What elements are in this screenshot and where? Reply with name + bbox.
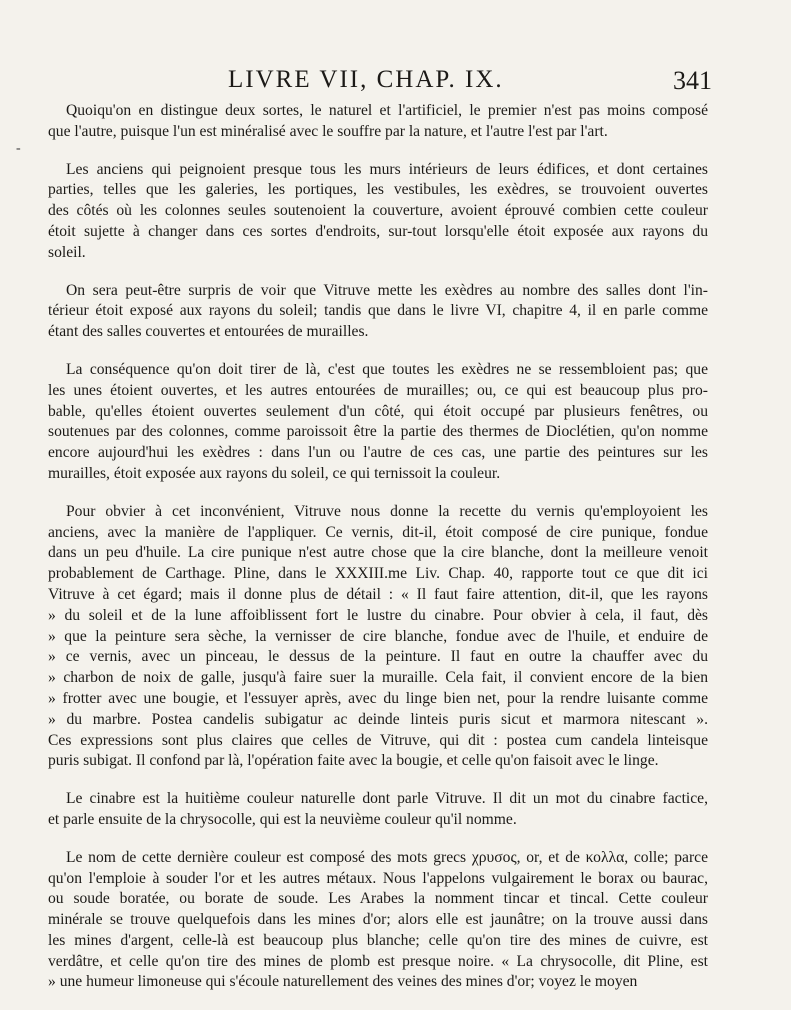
text-line: On sera peut-être surpris de voir que Vitruve mette les exèdres au nombre des salles dont l'in-	[66, 281, 708, 299]
paragraph	[48, 281, 708, 343]
paragraph	[48, 502, 708, 772]
page-body	[48, 101, 708, 1010]
text-line: » du soleil et de la lune affoiblissent fort le lustre du cinabre. Pour obvier à cela, il faut, dès	[48, 606, 708, 624]
text-line: » du marbre. Postea candelis subigatur ac deinde linteis puris sicut et marmora nitescant ».	[48, 710, 708, 728]
text-line: encore aujourd'hui les exèdres : dans l'un ou l'autre de ces cas, une partie des peintures sur les	[48, 444, 708, 462]
text-line: bable, qu'elles étoient ouvertes seulement d'un côté, qui étoit occupé par plusieurs fenêtres, ou	[48, 402, 708, 420]
text-line: que l'autre, puisque l'un est minéralisé avec le souffre par la nature, et l'autre l'est par l'art.	[48, 122, 608, 140]
text-line: soutenues par des colonnes, comme paroissoit être la partie des thermes de Dioclétien, qu'on nomme	[48, 423, 708, 441]
text-line: » que la peinture sera sèche, la vernisser de cire blanche, fondue avec de l'huile, et enduire de	[48, 627, 708, 645]
text-line: et parle ensuite de la chrysocolle, qui est la neuvième couleur qu'il nomme.	[48, 810, 517, 828]
text-line: anciens, avec la manière de l'appliquer. Ce vernis, dit-il, étoit composé de cire punique, fondue	[48, 523, 708, 541]
text-line: puris subigat. Il confond par là, l'opération faite avec la bougie, et celle qu'on faisoit avec le linge.	[48, 752, 659, 770]
text-line: soleil.	[48, 243, 86, 261]
text-line: » une humeur limoneuse qui s'écoule naturellement des veines des mines d'or; voyez le moyen	[48, 973, 638, 991]
text-line: » ce vernis, avec un pinceau, le dessus de la peinture. Il faut en outre la chauffer avec du	[48, 648, 708, 666]
text-line: Vitruve à cet égard; mais il donne plus de détail : « Il faut faire attention, dit-il, que les rayons	[48, 585, 708, 603]
text-line: étoit sujette à changer dans ces sortes d'endroits, sur-tout lorsqu'elle étoit exposée aux rayons du	[48, 222, 708, 240]
text-line: Le nom de cette dernière couleur est composé des mots grecs χρυσος, or, et de κολλα, colle; parce	[66, 848, 708, 866]
text-line: murailles, étoit exposée aux rayons du soleil, ce qui ternissoit la couleur.	[48, 464, 501, 482]
text-line: probablement de Carthage. Pline, dans le XXXIII.me Liv. Chap. 40, rapporte tout ce que dit ici	[48, 565, 708, 583]
page-header	[0, 58, 791, 98]
page-number: 341	[673, 66, 712, 95]
margin-dash-mark: -	[16, 141, 21, 156]
text-line: Pour obvier à cet inconvénient, Vitruve nous donne la recette du vernis qu'employoient les	[66, 502, 708, 520]
text-line: » frotter avec une bougie, et l'essuyer après, avec du linge bien net, pour la rendre luisante comme	[48, 689, 708, 707]
paragraph	[48, 360, 708, 485]
text-line: » charbon de noix de galle, jusqu'à faire suer la muraille. Cela fait, il convient encore de la bien	[48, 669, 708, 687]
text-line: des côtés où les colonnes seules soutenoient la couverture, avoient éprouvé combien cette couleur	[48, 202, 708, 220]
running-title: LIVRE VII, CHAP. IX.	[228, 66, 504, 93]
text-line: parties, telles que les galeries, les portiques, les vestibules, les exèdres, se trouvoient ouvertes	[48, 181, 708, 199]
text-line: dans un peu d'huile. La cire punique n'est autre chose que la cire blanche, dont la meilleure venoit	[48, 544, 708, 562]
text-line: minérale se trouve quelquefois dans les mines d'or; alors elle est jaunâtre; on la trouve aussi dans	[48, 911, 708, 929]
text-line: Ces expressions sont plus claires que celles de Vitruve, qui dit : postea cum candela linteisque	[48, 731, 708, 749]
text-line: Les anciens qui peignoient presque tous les murs intérieurs de leurs édifices, et dont certaines	[66, 160, 708, 178]
text-line: térieur étoit exposé aux rayons du soleil; tandis que dans le livre VI, chapitre 4, il en parle comme	[48, 302, 708, 320]
text-line: qu'on l'emploie à souder l'or et les autres métaux. Nous l'appelons vulgairement le borax ou baurac,	[48, 869, 708, 887]
paragraph	[48, 101, 708, 143]
paragraph	[48, 848, 708, 994]
text-line: verdâtre, et celle qu'on tire des mines de plomb est presque noire. « La chrysocolle, dit Pline, est	[48, 952, 708, 970]
text-line: Le cinabre est la huitième couleur naturelle dont parle Vitruve. Il dit un mot du cinabre factice,	[66, 790, 708, 808]
paragraph	[48, 160, 708, 264]
paragraph	[48, 789, 708, 831]
text-line: Quoiqu'on en distingue deux sortes, le naturel et l'artificiel, le premier n'est pas moins composé	[66, 102, 708, 119]
text-line: les mines d'argent, celle-là est beaucoup plus blanche; celle qu'on tire des mines de cuivre, est	[48, 931, 708, 949]
text-line: les unes étoient ouvertes, et les autres entourées de murailles; ou, ce qui est beaucoup plus pro-	[48, 381, 708, 399]
text-line: étant des salles couvertes et entourées de murailles.	[48, 323, 369, 341]
text-line: La conséquence qu'on doit tirer de là, c'est que toutes les exèdres ne se ressembloient pas; que	[66, 360, 708, 378]
text-line: ou soude boratée, ou borate de soude. Les Arabes la nomment tincar et tincal. Cette couleur	[48, 890, 708, 908]
